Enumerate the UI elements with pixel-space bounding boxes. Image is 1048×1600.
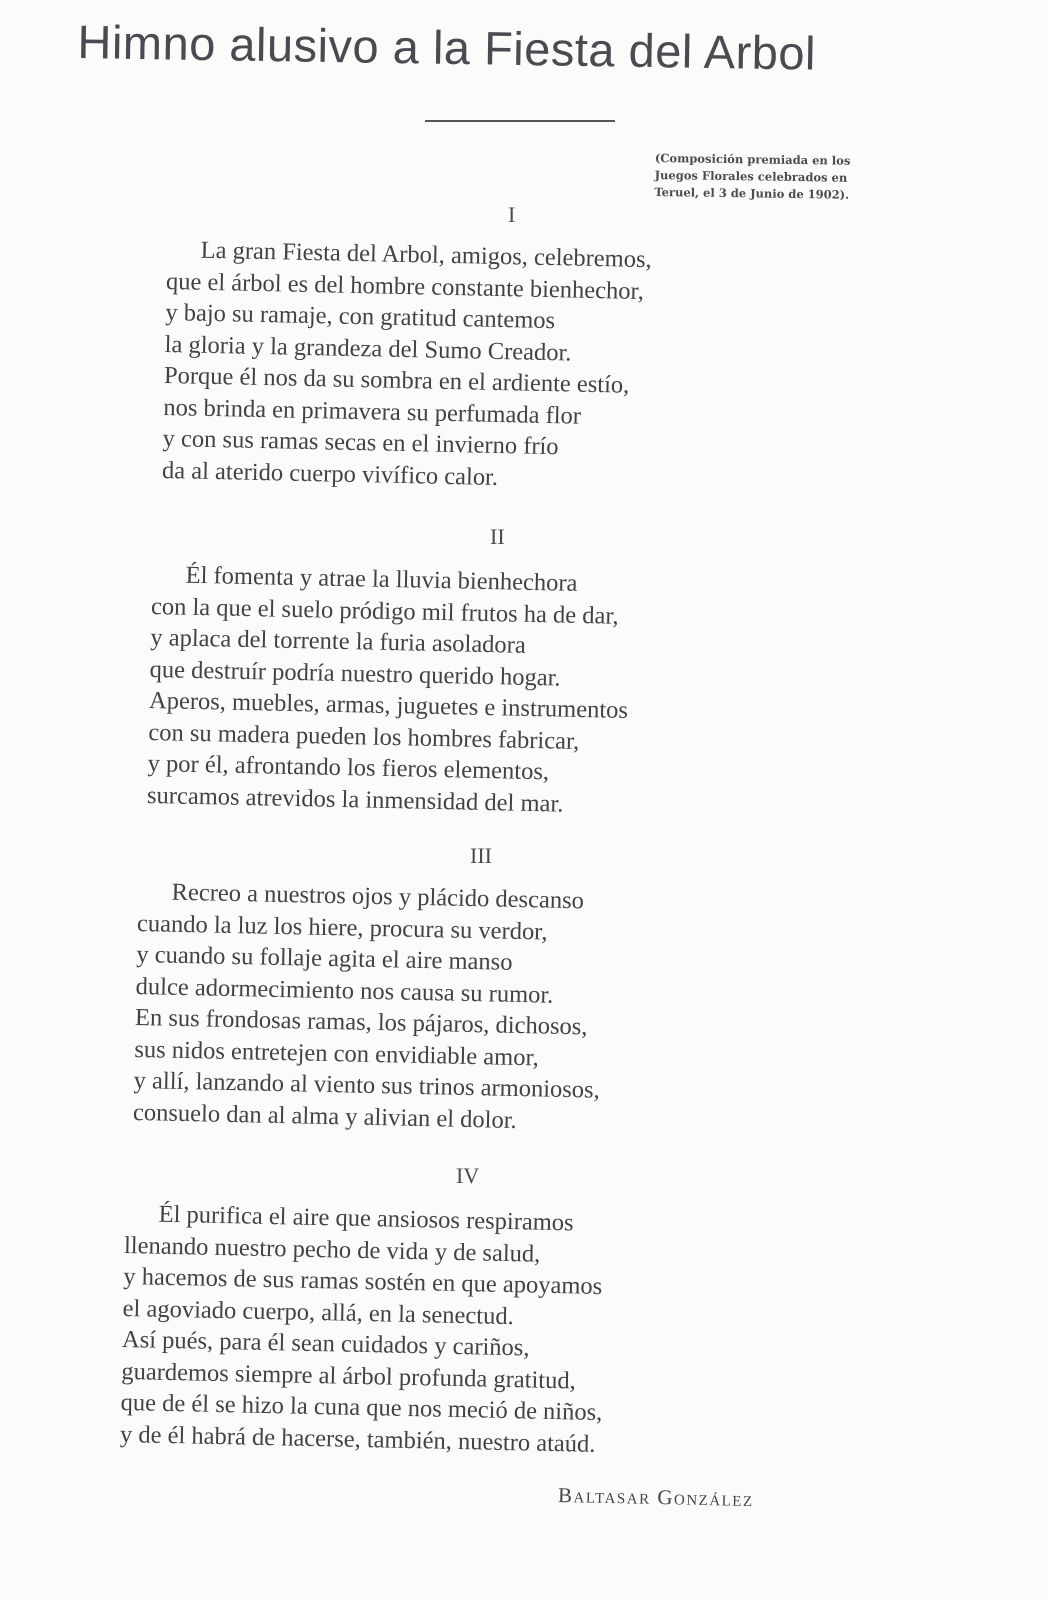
verse-line: con la que el suelo pródigo mil frutos ha de dar,	[150, 592, 619, 630]
verse-line: llenando nuestro pecho de vida y de salud,	[123, 1231, 541, 1268]
verse-line: Así pués, para él sean cuidados y cariños,	[121, 1325, 530, 1362]
verse-line: con su madera pueden los hombres fabricar,	[148, 718, 580, 755]
verse-line: En sus frondosas ramas, los pájaros, dichosos,	[134, 1003, 588, 1041]
verse-line: da al aterido cuerpo vivífico calor.	[161, 456, 499, 491]
verse-line: guardemos siempre al árbol profunda gratitud,	[121, 1357, 577, 1394]
verse-line: y por él, afrontando los fieros elementos,	[147, 749, 550, 786]
stanza-number: III	[470, 843, 492, 868]
verse-line: que destruír podría nuestro querido hogar.	[149, 655, 561, 692]
stanza-3	[133, 876, 604, 1138]
verse-line: La gran Fiesta del Arbol, amigos, celebremos,	[200, 236, 652, 274]
verse-line: Él purifica el aire que ansiosos respiramos	[158, 1200, 574, 1237]
verse-line: Porque él nos da su sombra en el ardiente estío,	[163, 361, 630, 399]
verse-line: consuelo dan al alma y alivian el dolor.	[132, 1098, 517, 1134]
verse-line: y allí, lanzando al viento sus trinos armoniosos,	[133, 1066, 601, 1104]
verse-line: la gloria y la grandeza del Sumo Creador.	[164, 330, 572, 366]
verse-line: el agoviado cuerpo, allá, en la senectud.	[122, 1294, 515, 1330]
verse-line: que el árbol es del hombre constante bienhechor,	[165, 267, 645, 305]
verse-line: surcamos atrevidos la inmensidad del mar.	[146, 781, 564, 818]
verse-line: y bajo su ramaje, con gratitud cantemos	[165, 298, 556, 335]
stanza-number: II	[490, 524, 505, 549]
verse-line: sus nidos entretejen con envidiable amor,	[134, 1035, 540, 1071]
verse-line: que de él se hizo la cuna que nos meció de niños,	[120, 1388, 603, 1427]
verse-line: dulce adormecimiento nos causa su rumor.	[135, 972, 554, 1009]
stanza-1	[162, 234, 652, 496]
title-divider	[425, 120, 615, 122]
stanza-number: IV	[456, 1163, 480, 1188]
verse-line: y de él habrá de hacerse, también, nuestro ataúd.	[119, 1420, 596, 1458]
verse-line: y cuando su follaje agita el aire manso	[136, 940, 513, 976]
stanza-2	[147, 559, 631, 821]
verse-line: Aperos, muebles, armas, juguetes e instrumentos	[148, 686, 629, 724]
award-note	[654, 150, 885, 204]
verse-line: y aplaca del torrente la furia asoladora	[150, 623, 527, 659]
author-signature: Baltasar González	[557, 1482, 754, 1512]
award-note-line: (Composición premiada en los	[654, 150, 851, 168]
verse-line: y con sus ramas secas en el invierno frío	[162, 424, 559, 461]
stanza-number: I	[508, 202, 516, 227]
verse-line: Él fomenta y atrae la lluvia bienhechora	[185, 561, 578, 597]
verse-line: y hacemos de sus ramas sostén en que apoyamos	[123, 1262, 603, 1301]
stanza-4	[120, 1198, 607, 1460]
verse-line: Recreo a nuestros ojos y plácido descanso	[171, 878, 585, 915]
award-note-line: Teruel, el 3 de Junio de 1902).	[654, 184, 850, 202]
award-note-line: Juegos Florales celebrados en	[654, 167, 848, 185]
page-title: Himno alusivo a la Fiesta del Arbol	[77, 14, 817, 80]
verse-line: cuando la luz los hiere, procura su verdor,	[136, 909, 548, 946]
verse-line: nos brinda en primavera su perfumada flor	[163, 393, 582, 430]
